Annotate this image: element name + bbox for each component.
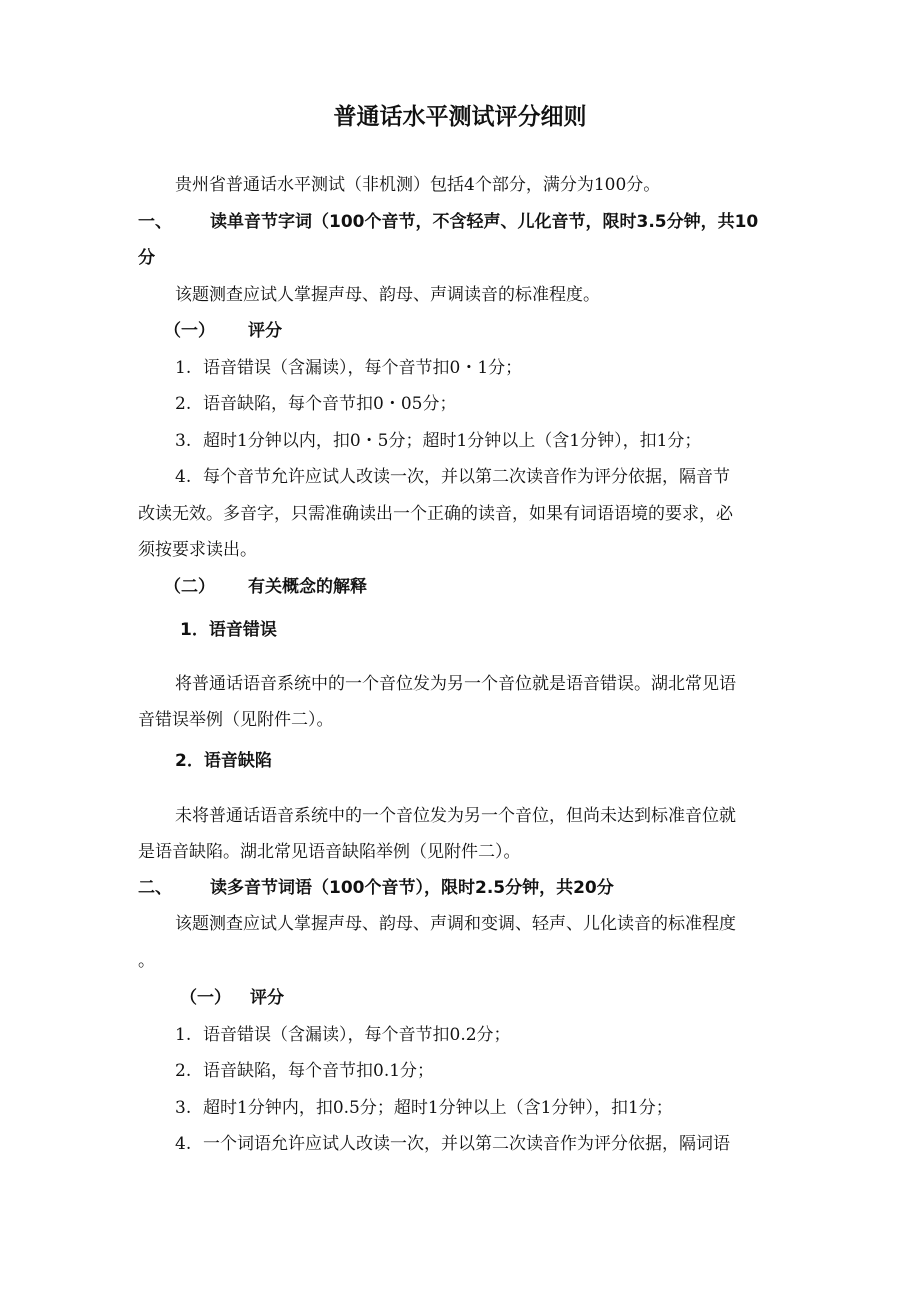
part1-rule-4-cont: 须按要求读出。 — [138, 540, 257, 560]
concept-1-title: 1．语音错误 — [180, 620, 277, 640]
part1-rule-1 — [175, 357, 522, 379]
part1-description: 该题测查应试人掌握声母、韵母、声调读音的标准程度。 — [175, 285, 600, 305]
rule-text: 每个音节允许应试人改读一次，并以第二次读音作为评分依据，隔音节 — [203, 467, 730, 487]
rule-number: 2. — [175, 1061, 192, 1081]
part2-scoring-number: （一） — [180, 988, 231, 1008]
rule-number: 4. — [175, 467, 192, 487]
part2-description-cont: 。 — [138, 951, 155, 971]
part1-concepts-label: 有关概念的解释 — [248, 577, 367, 597]
part1-scoring-number: （一） — [164, 321, 215, 341]
rule-text: 语音错误（含漏读），每个音节扣0.2分； — [203, 1025, 511, 1045]
part1-concepts-heading — [164, 576, 367, 598]
rule-text: 语音缺陷，每个音节扣0・05分； — [203, 394, 457, 414]
part2-description: 该题测查应试人掌握声母、韵母、声调和变调、轻声、儿化读音的标准程度 — [175, 914, 736, 934]
part2-number: 二、 — [138, 878, 172, 898]
part1-heading — [138, 211, 758, 233]
part2-scoring-heading — [180, 987, 284, 1009]
part1-heading-text: 读单音节字词（100个音节，不含轻声、儿化音节，限时3.5分钟，共10 — [210, 212, 759, 232]
concept-1-text-cont: 音错误举例（见附件二）。 — [138, 710, 334, 730]
rule-text: 超时1分钟内，扣0.5分；超时1分钟以上（含1分钟），扣1分； — [203, 1098, 673, 1118]
part1-rule-2 — [175, 393, 456, 415]
rule-number: 3. — [175, 431, 192, 451]
rule-text: 超时1分钟以内，扣0・5分；超时1分钟以上（含1分钟），扣1分； — [203, 431, 702, 451]
concept-1-text: 将普通话语音系统中的一个音位发为另一个音位就是语音错误。湖北常见语 — [175, 674, 736, 694]
rule-number: 4. — [175, 1134, 192, 1154]
concept-2-title: 2．语音缺陷 — [175, 751, 272, 771]
part1-rule-4-cont: 改读无效。多音字，只需准确读出一个正确的读音，如果有词语语境的要求，必 — [138, 504, 733, 524]
concept-2-text: 未将普通话语音系统中的一个音位发为另一个音位，但尚未达到标准音位就 — [175, 806, 736, 826]
rule-text: 语音缺陷，每个音节扣0.1分； — [203, 1061, 435, 1081]
part2-rule-1 — [175, 1024, 511, 1046]
page-title: 普通话水平测试评分细则 — [333, 103, 587, 130]
part2-rule-4 — [175, 1133, 730, 1155]
rule-number: 3. — [175, 1098, 192, 1118]
rule-text: 语音错误（含漏读），每个音节扣0・1分； — [203, 358, 523, 378]
rule-number: 2. — [175, 394, 192, 414]
part2-heading-text: 读多音节词语（100个音节），限时2.5分钟，共20分 — [210, 878, 614, 898]
part1-scoring-heading — [164, 320, 282, 342]
part1-rule-4 — [175, 466, 730, 488]
part1-scoring-label: 评分 — [248, 321, 282, 341]
part2-heading — [138, 877, 614, 899]
part2-rule-3 — [175, 1097, 673, 1119]
rule-number: 1. — [175, 358, 192, 378]
part1-rule-3 — [175, 430, 701, 452]
concept-2-text-cont: 是语音缺陷。湖北常见语音缺陷举例（见附件二）。 — [138, 842, 521, 862]
rule-text: 一个词语允许应试人改读一次，并以第二次读音作为评分依据，隔词语 — [203, 1134, 730, 1154]
part1-number: 一、 — [138, 212, 172, 232]
part1-concepts-number: （二） — [164, 577, 215, 597]
intro-paragraph: 贵州省普通话水平测试（非机测）包括4个部分，满分为100分。 — [175, 175, 661, 195]
part2-rule-2 — [175, 1060, 434, 1082]
part2-scoring-label: 评分 — [250, 988, 284, 1008]
part1-heading-cont: 分 — [138, 248, 155, 268]
rule-number: 1. — [175, 1025, 192, 1045]
